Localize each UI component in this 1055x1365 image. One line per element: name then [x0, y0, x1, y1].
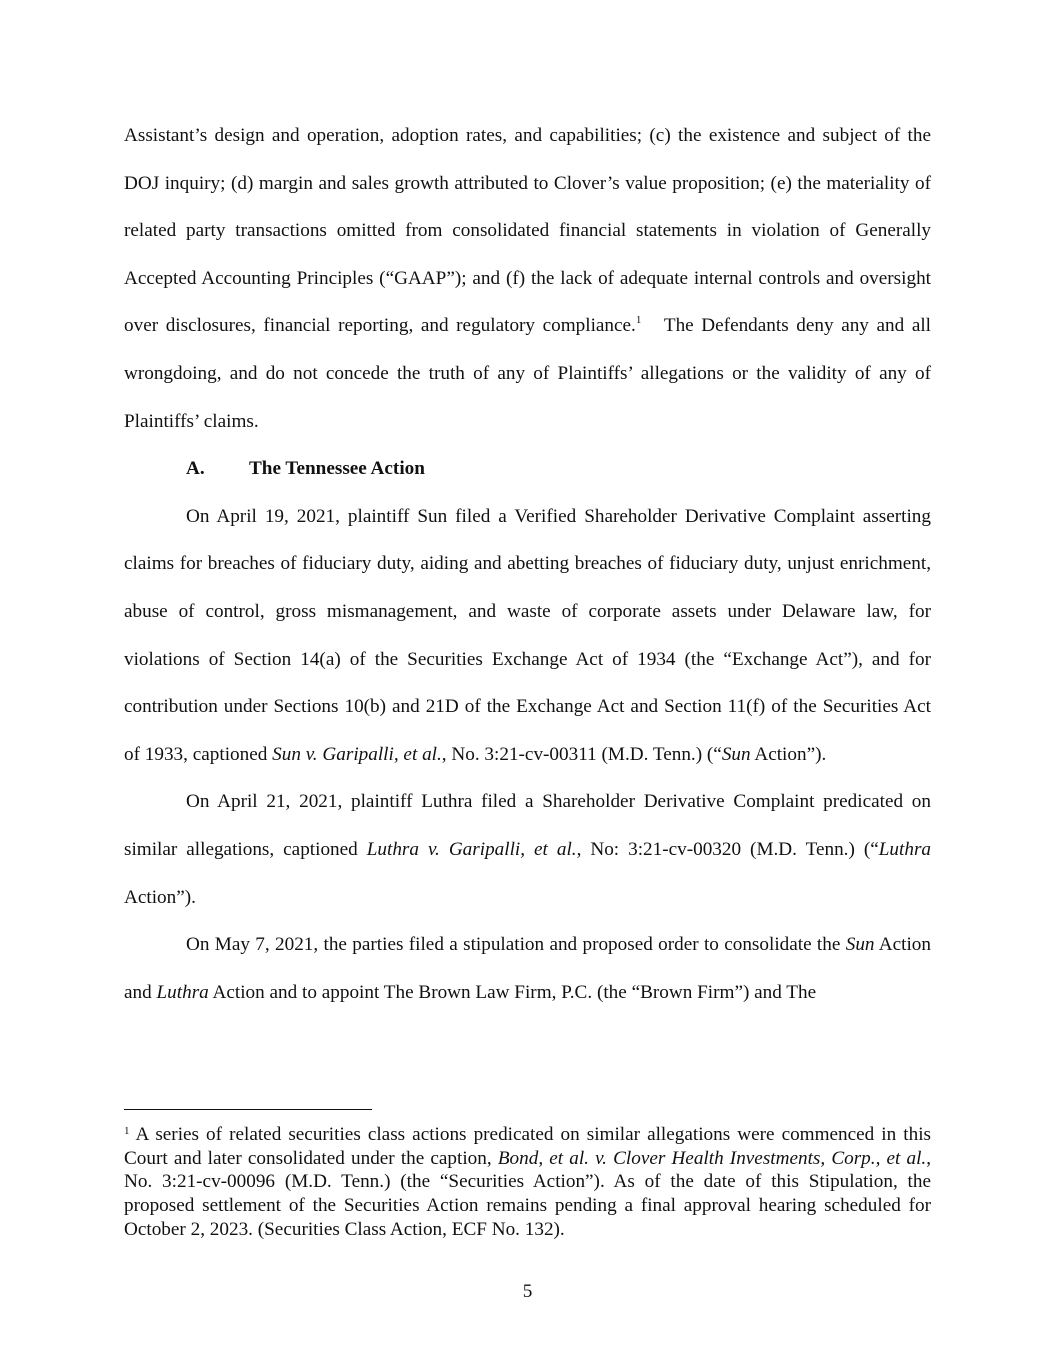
paragraph-4-text-2: Action and — [124, 934, 931, 1003]
footnote-reference[interactable]: 1 — [635, 314, 642, 327]
paragraph-2-text-3: Action”). — [750, 743, 827, 765]
paragraph-sun-action — [124, 493, 931, 779]
paragraph-4-text-1: On May 7, 2021, the parties filed a stipulation and proposed order to consolidate the — [186, 934, 846, 956]
paragraph-3-text-3: Action”). — [124, 886, 196, 908]
paragraph-1-text-after: The Defendants deny any and all wrongdoing, and do not concede the truth of any of Plaintiffs’ allegations or the validity of any of Plaintiffs’ claims. — [124, 315, 932, 432]
footnote-text-2: , No. 3:21-cv-00096 (M.D. Tenn.) (the “Securities Action”). As of the date of this Stipulation, the proposed settlement of the Securities Action remains pending a final approval hearing scheduled for October 2, 2023. (Securities Class Action, ECF No. 132). — [124, 1147, 931, 1240]
paragraph-4-text-3: Action and to appoint The Brown Law Firm, P.C. (the “Brown Firm”) and The — [208, 981, 817, 1003]
case-name-sun: Sun v. Garipalli, et al. — [272, 743, 442, 765]
paragraph-luthra-action — [124, 778, 931, 921]
short-name-sun: Sun — [721, 743, 751, 765]
page-number: 5 — [522, 1281, 533, 1302]
footnote-text-1: A series of related securities class actions predicated on similar allegations were commenced in this Court and later consolidated under the caption, — [124, 1124, 931, 1169]
document-page — [124, 112, 931, 1016]
footnote-mark: 1 — [124, 1125, 130, 1137]
paragraph-2-text-1: On April 19, 2021, plaintiff Sun filed a Verified Shareholder Derivative Complaint asserting claims for breaches of fiduciary duty, aiding and abetting breaches of fiduciary duty, unjust enrichment, abuse of control, gross mismanagement, and waste of corporate assets under Delaware law, for violations of Section 14(a) of the Securities Exchange Act of 1934 (the “Exchange Act”), and for contribution under Sections 10(b) and 21D of the Exchange Act and Section 11(f) of the Securities Act of 1933, captioned — [124, 505, 931, 765]
name-sun: Sun — [845, 934, 875, 956]
section-letter: A. — [186, 458, 205, 480]
short-name-luthra: Luthra — [878, 838, 932, 860]
paragraph-2-text-2: , No. 3:21-cv-00311 (M.D. Tenn.) (“ — [441, 743, 722, 765]
paragraph-consolidation — [124, 921, 931, 1016]
paragraph-3-text-1: On April 21, 2021, plaintiff Luthra filed a Shareholder Derivative Complaint predicated on similar allegations, captioned — [124, 791, 931, 860]
name-luthra: Luthra — [156, 981, 209, 1003]
paragraph-1-text: Assistant’s design and operation, adoption rates, and capabilities; (c) the existence and subject of the DOJ inquiry; (d) margin and sales growth attributed to Clover’s value proposition; (e) the materiality of related party transactions omitted from consolidated financial statements in violation of Generally Accepted Accounting Principles (“GAAP”); and (f) the lack of adequate internal controls and oversight over disclosures, financial reporting, and regulatory compliance. — [124, 125, 931, 337]
paragraph-3-text-2: , No: 3:21-cv-00320 (M.D. Tenn.) (“ — [576, 838, 879, 860]
case-name-luthra: Luthra v. Garipalli, et al. — [366, 838, 577, 860]
section-title: The Tennessee Action — [249, 458, 425, 480]
footnote-1 — [124, 1123, 931, 1242]
footnote-caption: Bond, et al. v. Clover Health Investments, Corp., et al. — [497, 1147, 927, 1169]
footnote-separator — [124, 1109, 372, 1110]
paragraph-continued — [124, 112, 931, 445]
section-heading — [124, 445, 931, 493]
